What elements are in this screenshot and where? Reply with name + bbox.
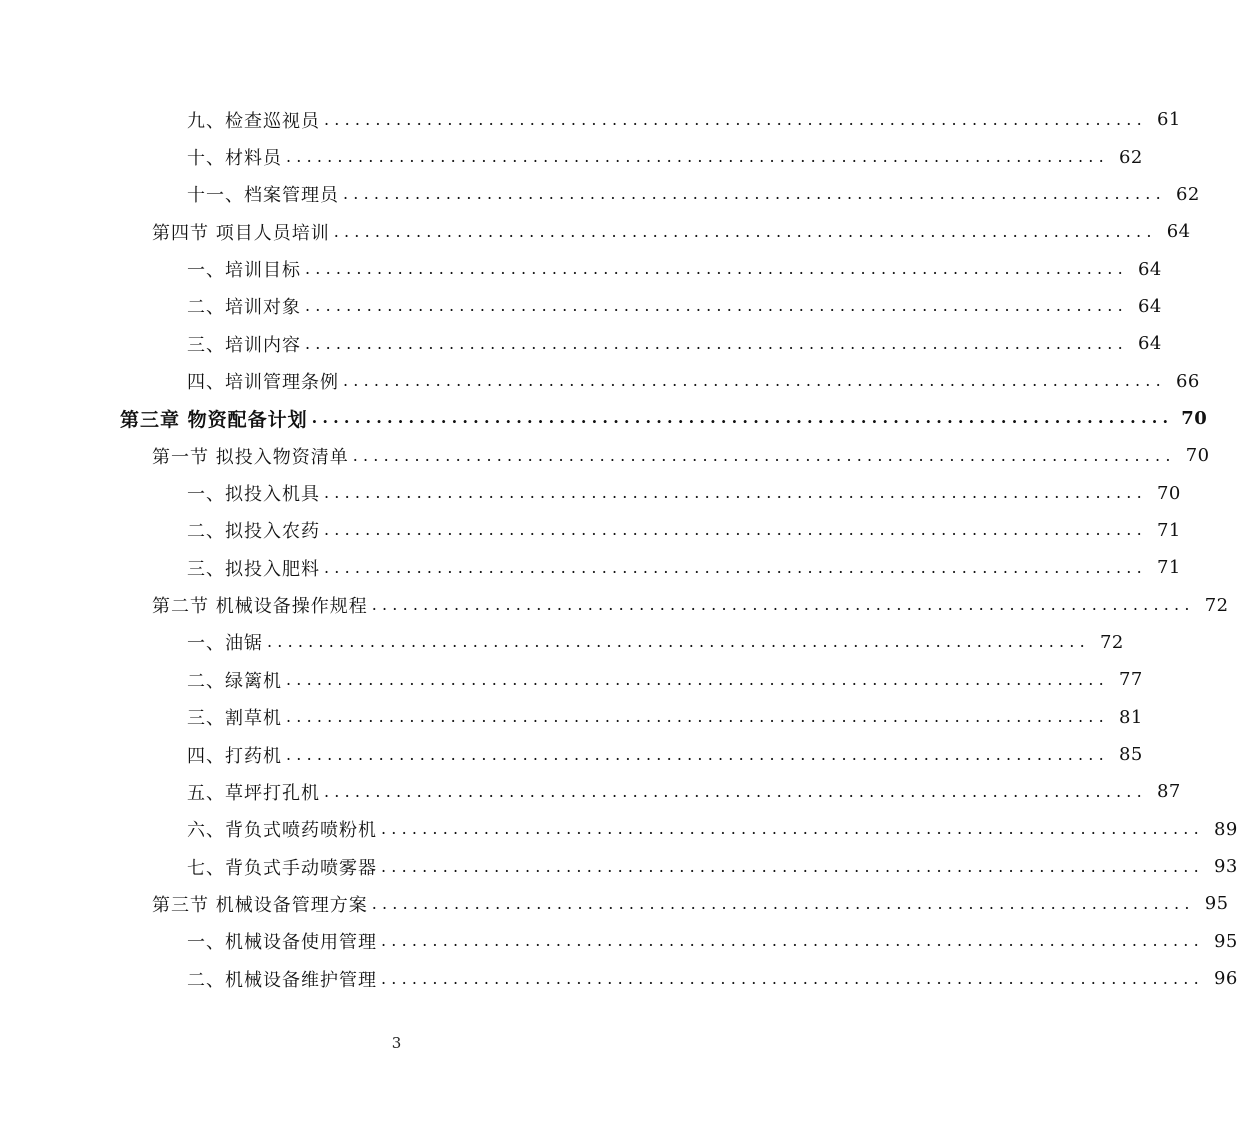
toc-entry-title: 第一节 拟投入物资清单: [152, 443, 353, 469]
toc-leader-dots: ................................................................................: [267, 632, 1090, 652]
toc-entry-page: 61: [1156, 109, 1181, 131]
toc-entry-title: 第三节 机械设备管理方案: [152, 891, 372, 917]
page-number: 3: [391, 1034, 402, 1052]
toc-entry-title: 第四节 项目人员培训: [152, 219, 334, 245]
toc-leader-dots: ................................................................................: [333, 221, 1157, 241]
toc-entry-page: 64: [1166, 221, 1191, 243]
toc-section-entry[interactable]: [0, 586, 1229, 623]
toc-entry-title: 一、培训目标: [187, 256, 305, 282]
toc-entry-page: 96: [1213, 968, 1238, 990]
toc-entry-page: 62: [1118, 146, 1143, 168]
toc-leader-dots: ................................................................................: [286, 707, 1109, 727]
toc-entry[interactable]: [0, 960, 1238, 997]
toc-entry-page: 81: [1118, 706, 1143, 728]
toc-entry-page: 70: [1185, 445, 1210, 467]
toc-entry-page: 64: [1137, 258, 1162, 280]
toc-entry[interactable]: [0, 288, 1162, 325]
toc-entry[interactable]: [0, 811, 1238, 848]
toc-entry-title: 一、油锯: [187, 629, 267, 655]
toc-leader-dots: ................................................................................: [305, 333, 1128, 353]
toc-leader-dots: ................................................................................: [352, 445, 1176, 465]
toc-leader-dots: ................................................................................: [305, 259, 1128, 279]
toc-entry-page: 77: [1118, 669, 1143, 691]
toc-entry-title: 三、培训内容: [187, 331, 305, 357]
toc-entry[interactable]: [0, 736, 1143, 773]
toc-entry[interactable]: [0, 176, 1200, 213]
toc-entry[interactable]: [0, 138, 1143, 175]
toc-leader-dots: ................................................................................: [286, 744, 1109, 764]
toc-entry[interactable]: [0, 474, 1181, 511]
toc-entry-title: 五、草坪打孔机: [187, 779, 324, 805]
toc-leader-dots: ................................................................................: [305, 296, 1128, 316]
toc-chapter-entry[interactable]: [0, 400, 1208, 437]
toc-leader-dots: ................................................................................: [381, 968, 1204, 988]
toc-entry-title: 一、机械设备使用管理: [187, 928, 381, 954]
toc-entry-page: 71: [1156, 519, 1181, 541]
toc-entry-title: 二、机械设备维护管理: [187, 966, 381, 992]
toc-entry-page: 95: [1213, 930, 1238, 952]
table-of-contents: [0, 101, 1238, 997]
toc-entry[interactable]: [0, 549, 1181, 586]
toc-leader-dots: ................................................................................: [324, 109, 1147, 129]
toc-entry[interactable]: [0, 661, 1143, 698]
toc-leader-dots: ................................................................................: [381, 856, 1204, 876]
toc-entry-page: 87: [1156, 781, 1181, 803]
toc-entry-title: 第三章 物资配备计划: [120, 405, 312, 432]
toc-entry-page: 93: [1213, 856, 1238, 878]
toc-section-entry[interactable]: [0, 885, 1229, 922]
toc-entry[interactable]: [0, 923, 1238, 960]
toc-entry[interactable]: [0, 250, 1162, 287]
toc-leader-dots: ................................................................................: [343, 184, 1166, 204]
toc-section-entry[interactable]: [0, 213, 1191, 250]
toc-entry-title: 二、培训对象: [187, 293, 305, 319]
toc-entry-title: 九、检查巡视员: [187, 107, 324, 133]
toc-entry[interactable]: [0, 699, 1143, 736]
toc-entry[interactable]: [0, 101, 1181, 138]
toc-entry-page: 85: [1118, 744, 1143, 766]
toc-entry[interactable]: [0, 624, 1124, 661]
toc-entry-page: 70: [1181, 407, 1208, 429]
toc-leader-dots: ................................................................................: [324, 520, 1147, 540]
toc-entry-page: 64: [1137, 333, 1162, 355]
toc-entry-title: 二、绿篱机: [187, 667, 286, 693]
toc-leader-dots: ................................................................................: [343, 371, 1166, 391]
toc-leader-dots: ................................................................................: [381, 931, 1204, 951]
toc-entry-title: 一、拟投入机具: [187, 480, 324, 506]
toc-entry-page: 95: [1204, 893, 1229, 915]
toc-entry[interactable]: [0, 362, 1200, 399]
toc-leader-dots: ................................................................................: [311, 408, 1174, 428]
toc-entry-page: 72: [1204, 594, 1229, 616]
toc-leader-dots: ................................................................................: [371, 893, 1195, 913]
toc-entry-page: 62: [1175, 183, 1200, 205]
toc-leader-dots: ................................................................................: [324, 781, 1147, 801]
toc-entry-title: 三、割草机: [187, 704, 286, 730]
toc-leader-dots: ................................................................................: [324, 483, 1147, 503]
toc-entry-page: 71: [1156, 557, 1181, 579]
toc-entry-page: 70: [1156, 482, 1181, 504]
toc-entry[interactable]: [0, 773, 1181, 810]
toc-entry[interactable]: [0, 848, 1238, 885]
toc-leader-dots: ................................................................................: [286, 669, 1109, 689]
toc-leader-dots: ................................................................................: [371, 595, 1195, 615]
toc-entry[interactable]: [0, 512, 1181, 549]
toc-entry-title: 三、拟投入肥料: [187, 555, 324, 581]
toc-entry-title: 六、背负式喷药喷粉机: [187, 816, 381, 842]
toc-section-entry[interactable]: [0, 437, 1210, 474]
toc-leader-dots: ................................................................................: [381, 819, 1204, 839]
toc-entry-title: 十一、档案管理员: [187, 181, 343, 207]
toc-entry-page: 89: [1213, 818, 1238, 840]
toc-leader-dots: ................................................................................: [286, 147, 1109, 167]
toc-entry-title: 四、培训管理条例: [187, 368, 343, 394]
toc-entry[interactable]: [0, 325, 1162, 362]
toc-entry-title: 四、打药机: [187, 742, 286, 768]
toc-entry-page: 64: [1137, 295, 1162, 317]
toc-entry-title: 第二节 机械设备操作规程: [152, 592, 372, 618]
toc-entry-title: 七、背负式手动喷雾器: [187, 854, 381, 880]
toc-entry-page: 66: [1175, 370, 1200, 392]
toc-entry-title: 二、拟投入农药: [187, 517, 324, 543]
toc-entry-page: 72: [1099, 631, 1124, 653]
toc-entry-title: 十、材料员: [187, 144, 286, 170]
toc-leader-dots: ................................................................................: [324, 557, 1147, 577]
